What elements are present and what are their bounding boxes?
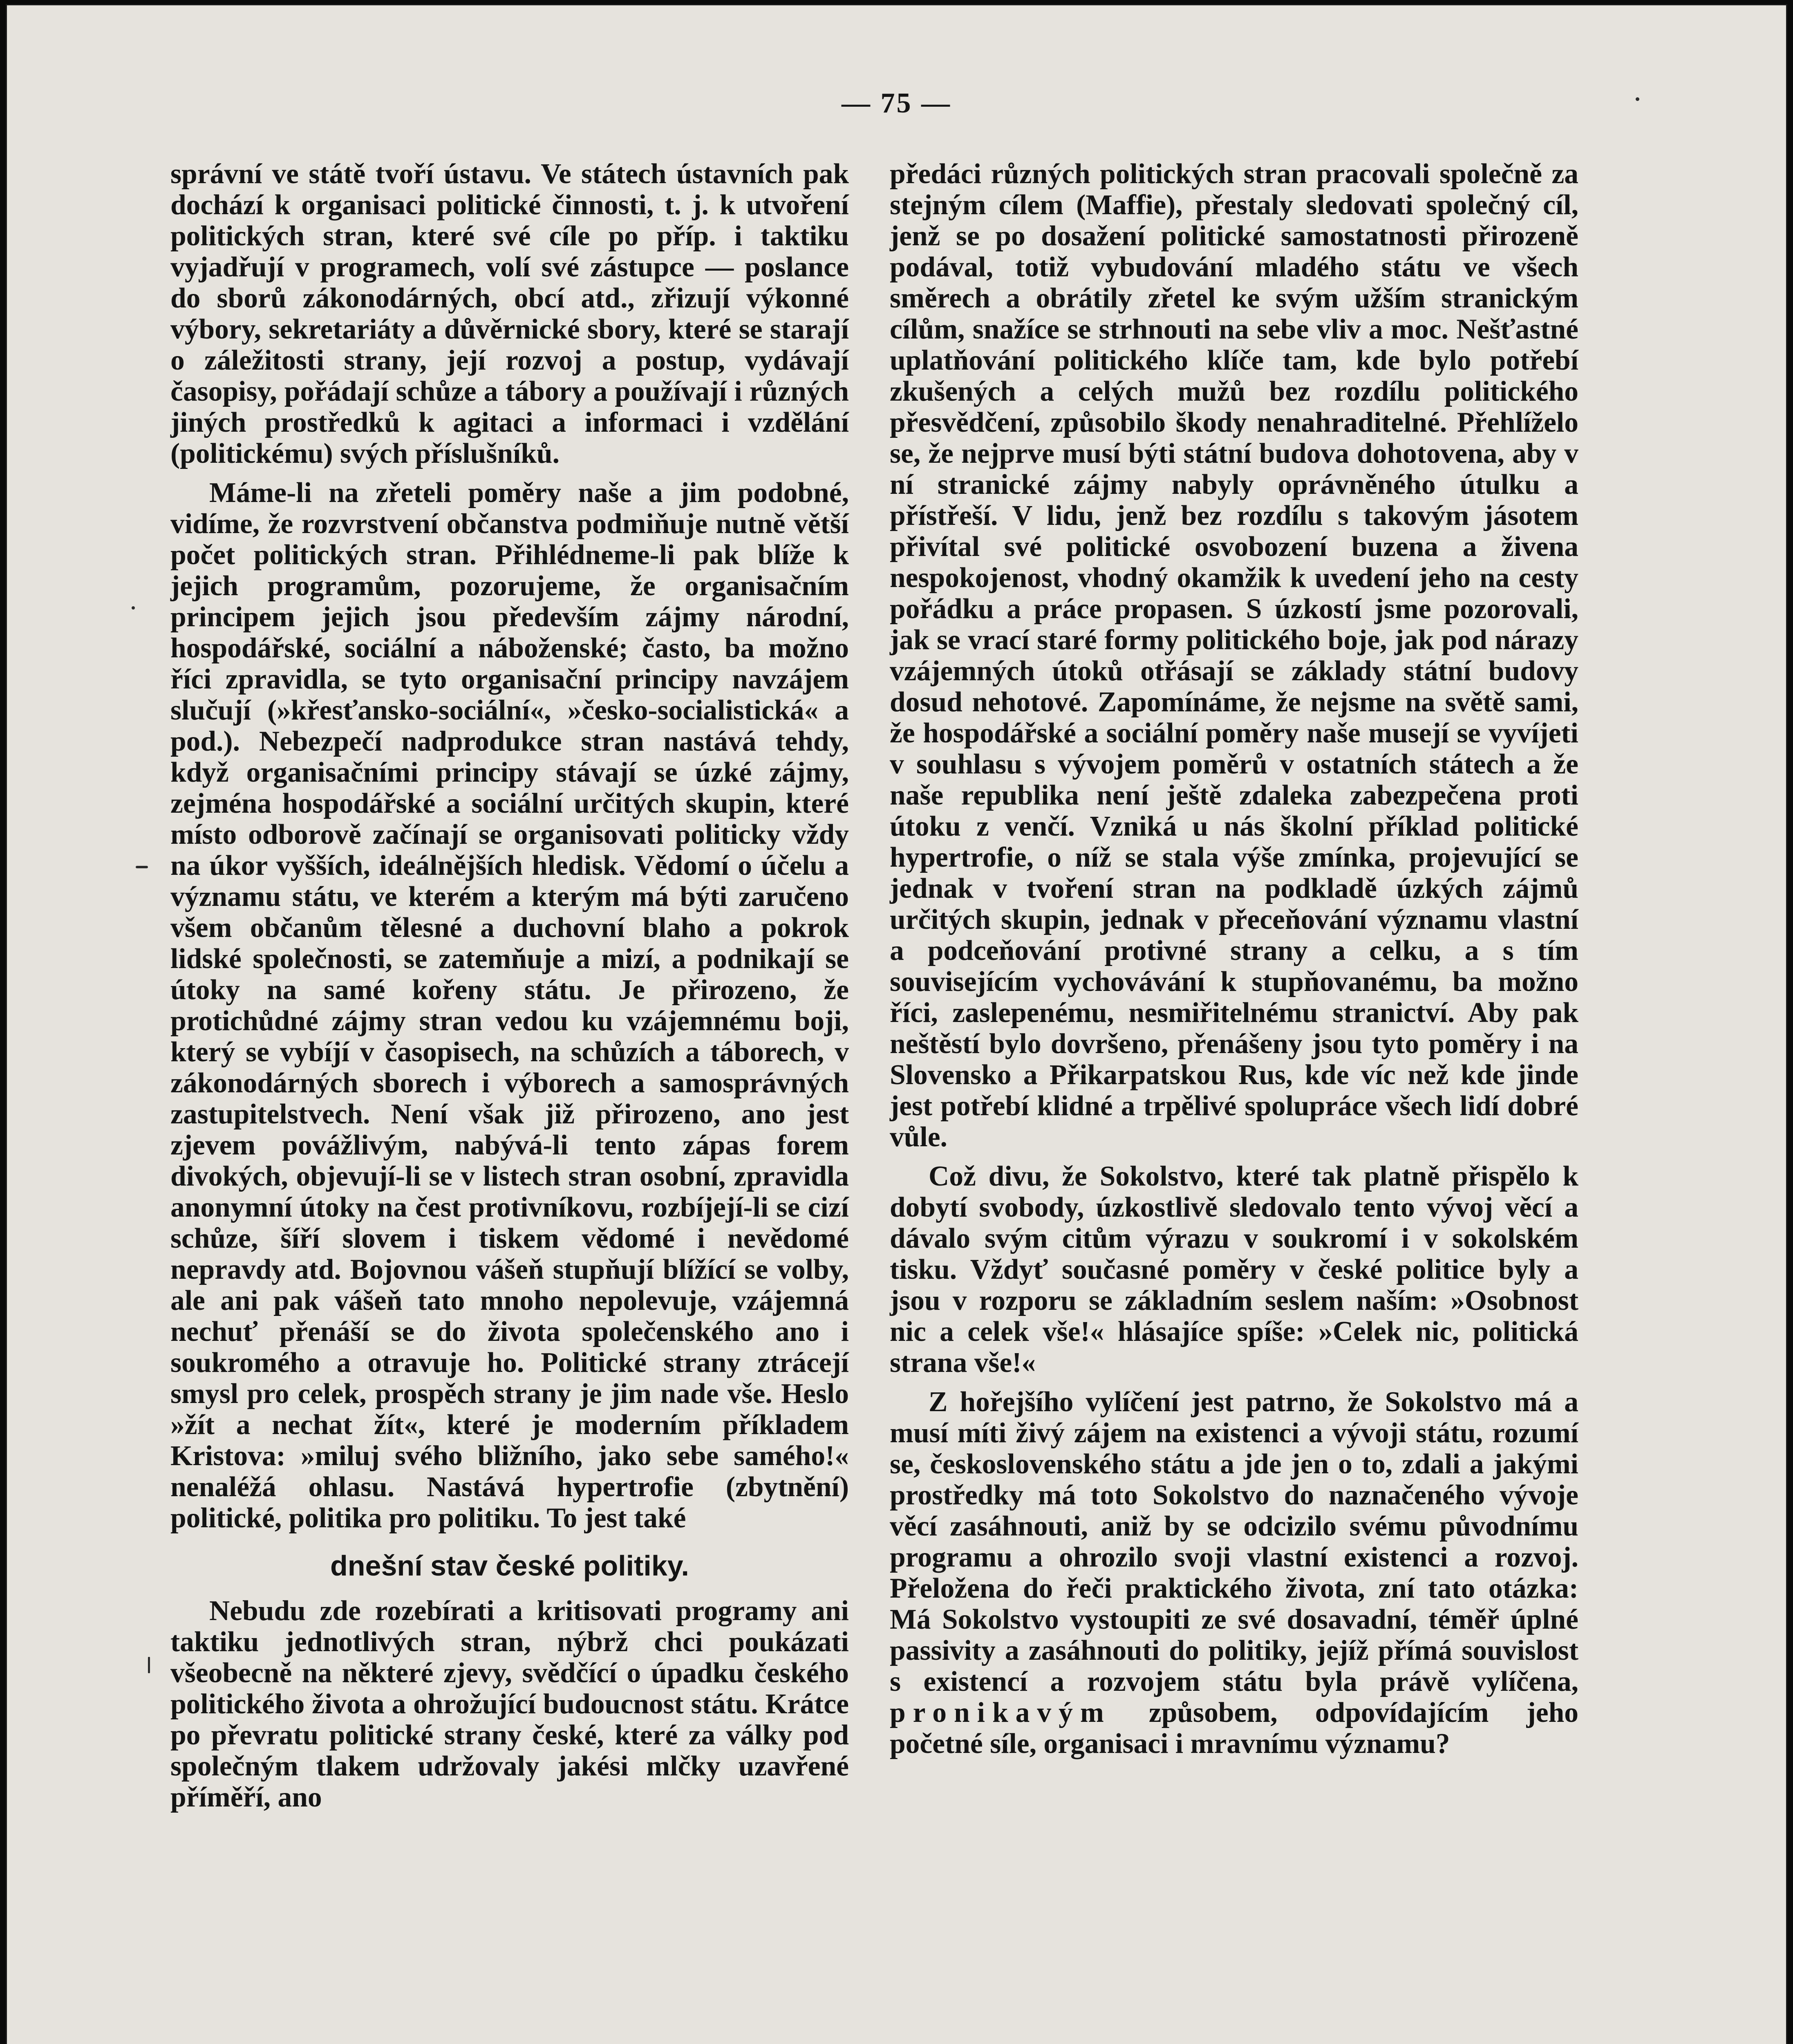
left-paragraph-2: Máme-li na zřeteli poměry naše a jim podobné, vidíme, že rozvrstvení občanstva podmiňuje nutně větší počet politických stran. Přihlédneme-li pak blíže k jejich programům, pozorujeme, že organisačním principem jejich jsou především zájmy národní, hospodářské, sociální a náboženské; často, ba možno říci zpravidla, se tyto organisační principy navzájem slučují (»křesťansko-sociální«, »česko-socialistická« a pod.). Nebezpečí nadprodukce stran nastává tehdy, když organisačními principy stávají se úzké zájmy, zejména hospodářské a sociální určitých skupin, které místo odborově začínají se organisovati politicky vždy na úkor vyšších, ideálnějších hledisk. Vědomí o účelu a významu státu, ve kterém a kterým má býti zaručeno všem občanům tělesné a duchovní blaho a pokrok lidské společnosti, se zatemňuje a mizí, a podnikají se útoky na samé kořeny státu. Je přirozeno, že protichůdné zájmy stran vedou ku vzájemnému boji, který se vybíjí v časopisech, na schůzích a táborech, v zákonodárných sborech i výborech a samosprávných zastupitelstvech. Není však již přirozeno, ano jest zjevem povážlivým, nabývá-li tento zápas forem divokých, objevují-li se v listech stran osobní, zpravidla anonymní útoky na čest protivníkovu, rozbíjejí-li se cizí schůze, šíří slovem i tiskem vědomé i nevědomé nepravdy atd. Bojovnou vášeň stupňují blížící se volby, ale ani pak vášeň tato mnoho nepolevuje, vzájemná nechuť přenáší se do života společenského ano i soukromého a otravuje ho. Politické strany ztrácejí smysl pro celek, prospěch strany je jim nade vše. Heslo »žít a nechat žít«, které je moderním příkladem Kristova: »miluj svého bližního, jako sebe samého!« nenaléžá ohlasu. Nastává hypertrofie (zbytnění) politické, politika pro politiku. To jest také (170, 477, 849, 1534)
left-column (170, 159, 849, 1821)
scanned-page (6, 4, 1787, 2044)
left-paragraph-1: správní ve státě tvoří ústavu. Ve státech ústavních pak dochází k organisaci politické činnosti, t. j. k utvoření politických stran, které své cíle po příp. i taktiku vyjadřují v programech, volí své zástupce — poslance do sborů zákonodárných, obcí atd., zřizují výkonné výbory, sekretariáty a důvěrnické sbory, které se starají o záležitosti strany, její rozvoj a postup, vydávají časopisy, pořádají schůze a tábory a používají i různých jiných prostředků k agitaci a informaci i vzdělání (politickému) svých příslušníků. (170, 158, 849, 469)
right-paragraph-3-start: Z hořejšího vylíčení jest patrno, že Sokolstvo má a musí míti živý zájem na existenci a vývoji státu, rozumí se, československého státu a jde jen o to, zdali a jakými prostředky má toto Sokolstvo do naznačeného vývoje věcí zasáhnouti, aniž by se odcizilo svému původnímu programu a ohrozilo svoji vlastní existenci a rozvoj. Přeložena do řeči praktického života, zní tato otázka: Má Sokolstvo vystoupiti ze své dosavadní, téměř úplné passivity a zasáhnouti do politiky, jejíž přímá souvislost s existencí a rozvojem státu byla právě vylíčena, (890, 1386, 1578, 1697)
scan-speck (132, 606, 135, 610)
page-number: — 75 — (842, 87, 951, 119)
spaced-emphasis-word: pronikavým (890, 1697, 1111, 1728)
right-column (890, 159, 1578, 1768)
scan-speck (136, 866, 148, 868)
right-paragraph-2: Což divu, že Sokolstvo, které tak platně přispělo k dobytí svobody, úzkostlivě sledovalo tento vývoj věcí a dávalo svým citům výrazu v soukromí i v sokolském tisku. Vždyť současné poměry v české politice byly a jsou v rozporu se základním seslem naším: »Osobnost nic a celek vše!« hlásajíce spíše: »Celek nic, politická strana vše!« (890, 1161, 1578, 1378)
section-heading: dnešní stav české politiky. (330, 1550, 689, 1582)
right-paragraph-1: předáci různých politických stran pracovali společně za stejným cílem (Maffie), přestaly sledovati společný cíl, jenž se po dosažení politické samostatnosti přirozeně podával, totiž vybudování mladého státu ve všech směrech a obrátily zřetel ke svým užším stranickým cílům, snažíce se strhnouti na sebe vliv a moc. Nešťastné uplatňování politického klíče tam, kde bylo potřebí zkušených a celých mužů bez rozdílu politického přesvědčení, způsobilo škody nenahraditelné. Přehlíželo se, že nejprve musí býti státní budova dohotovena, aby v ní stranické zájmy nabyly oprávněného útulku a přístřeší. V lidu, jenž bez rozdílu s takovým jásotem přivítal své politické osvobození buzena a živena nespokojenost, vhodný okamžik k uvedení jeho na cesty pořádku a práce propasen. S úzkostí jsme pozorovali, jak se vrací staré formy politického boje, jak pod nárazy vzájemných útoků otřásají se základy státní budovy dosud nehotové. Zapomínáme, že nejsme na světě sami, že hospodářské a sociální poměry naše musejí se vyvíjeti v souhlasu s vývojem poměrů v ostatních státech a že naše republika není ještě zdaleka zabezpečena proti útoku z venčí. Vzniká u nás školní příklad politické hypertrofie, o níž se stala výše zmínka, projevující se jednak v tvoření stran na podkladě úzkých zájmů určitých skupin, jednak v přeceňování významu vlastní a podceňování protivné strany a celku, a s tím souvisejícím vychovávání k stupňovanému, ba možno říci, zaslepenému, nesmiřitelnému stranictví. Aby pak neštěstí bylo dovršeno, přenášeny jsou tyto poměry i na Slovensko a Přikarpatskou Rus, kde víc než kde jinde jest potřebí klidné a trpělivé spolupráce všech lidí dobré vůle. (890, 158, 1578, 1153)
right-paragraph-3 (890, 1387, 1578, 1759)
scan-speck (1636, 97, 1639, 101)
right-paragraph-3-end: způsobem, odpovídajícím jeho početné síle, organisaci i mravnímu významu? (890, 1697, 1579, 1759)
scan-speck (148, 1657, 150, 1673)
left-paragraph-3: Nebudu zde rozebírati a kritisovati programy ani taktiku jednotlivých stran, nýbrž chci poukázati všeobecně na některé zjevy, svědčící o úpadku českého politického života a ohrožující budoucnost státu. Krátce po převratu politické strany české, které za války pod společným tlakem udržovaly jakési mlčky uzavřené příměří, ano (170, 1595, 849, 1813)
